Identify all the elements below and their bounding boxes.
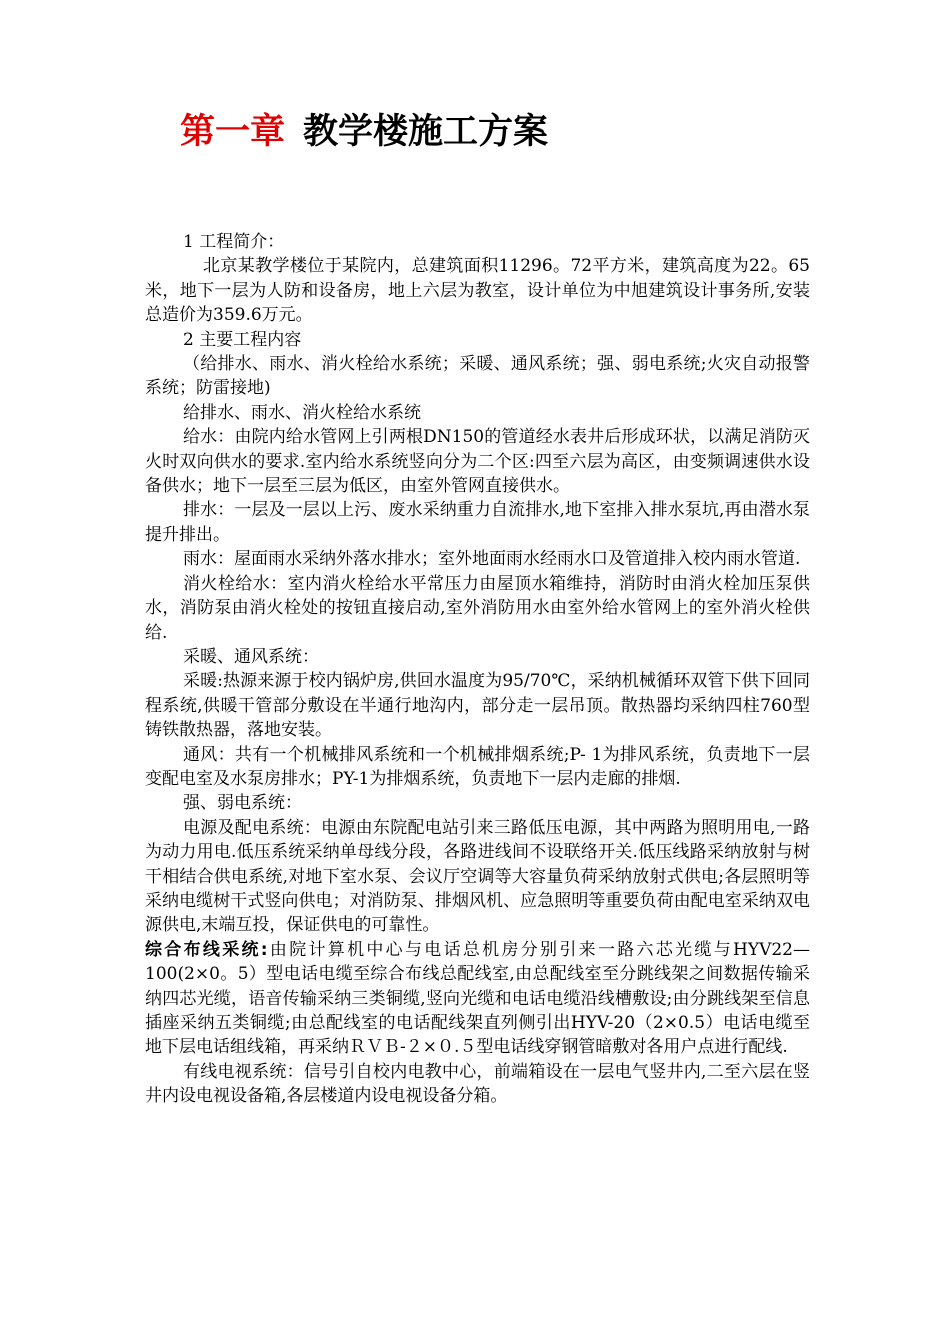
paragraph: 排水：一层及一层以上污、废水采纳重力自流排水,地下室排入排水泵坑,再由潜水泵提升排出。 — [145, 500, 810, 545]
section-heading: 2 主要工程内容 — [183, 329, 302, 350]
chapter-name: 教学楼施工方案 — [303, 112, 549, 152]
subsection-heading: 强、弱电系统： — [183, 793, 302, 814]
document-body — [145, 230, 810, 1109]
chapter-title — [180, 108, 548, 156]
paragraph: 采暖:热源来源于校内锅炉房,供回水温度为95/70℃，采纳机械循环双管下供下回同程系统,供暖干管部分敷设在半通行地沟内，部分走一层吊顶。散热器均采纳四柱760型铸铁散热器，落地安装。 — [145, 671, 810, 741]
paragraph: 给水：由院内给水管网上引两根DN150的管道经水表井后形成环状，以满足消防灭火时双向供水的要求.室内给水系统竖向分为二个区:四至六层为高区，由变频调速供水设备供水；地下一层至三层为低区，由室外管网直接供水。 — [145, 427, 810, 497]
section-heading: 1 工程简介： — [183, 232, 285, 252]
paragraph: 雨水：屋面雨水采纳外落水排水；室外地面雨水经雨水口及管道排入校内雨水管道. — [183, 549, 801, 570]
paragraph: 消火栓给水：室内消火栓给水平常压力由屋顶水箱维持，消防时由消火栓加压泵供水，消防泵由消火栓处的按钮直接启动,室外消防用水由室外给水管网上的室外消火栓供给. — [145, 573, 810, 643]
paragraph: 电源及配电系统：电源由东院配电站引来三路低压电源，其中两路为照明用电,一路为动力用电.低压系统采纳单母线分段，各路进线间不设联络开关.低压线路采纳放射与树干相结合供电系统,对地下室水泵、会议厅空调等大容量负荷采纳放射式供电;各层照明等采纳电缆树干式竖向供电；对消防泵、排烟风机、应急照明等重要负荷由配电室采纳双电源供电,末端互投，保证供电的可靠性。 — [145, 817, 810, 936]
paragraph: 通风：共有一个机械排风系统和一个机械排烟系统;P- 1为排风系统，负责地下一层变配电室及水泵房排水；PY-1为排烟系统，负责地下一层内走廊的排烟. — [145, 744, 810, 789]
paragraph-text: 由院计算机中心与电话总机房分别引来一路六芯光缆与HYV22—100(2×0。5）型电话电缆至综合布线总配线室,由总配线室至分跳线架之间数据传输采纳四芯光缆，语音传输采纳三类铜缆,竖向光缆和电话电缆沿线槽敷设;由分跳线架至信息插座采纳五类铜缆;由总配线室的电话配线架直列侧引出HYV-20（2×0.5）电话电缆至地下层电话组线箱，再采纳ＲＶＢ-２×０.５型电话线穿钢管暗敷对各用户点进行配线. — [145, 939, 810, 1058]
bold-lead: 综合布线采统: — [145, 939, 268, 960]
paragraph: 北京某教学楼位于某院内，总建筑面积11296。72平方米，建筑高度为22。65米，地下一层为人防和设备房，地上六层为教室，设计单位为中旭建筑设计事务所,安装总造价为359.6万元。 — [145, 256, 810, 326]
subsection-heading: 给排水、雨水、消火栓给水系统 — [183, 402, 421, 423]
paragraph: （给排水、雨水、消火栓给水系统；采暖、通风系统；强、弱电系统;火灾自动报警系统；防雷接地) — [145, 354, 810, 399]
paragraph-cabling — [145, 938, 810, 1060]
subsection-heading: 采暖、通风系统： — [183, 646, 319, 667]
chapter-number: 第一章 — [180, 112, 286, 152]
paragraph: 有线电视系统：信号引自校内电教中心，前端箱设在一层电气竖井内,二至六层在竖井内设电视设备箱,各层楼道内设电视设备分箱。 — [145, 1061, 810, 1107]
